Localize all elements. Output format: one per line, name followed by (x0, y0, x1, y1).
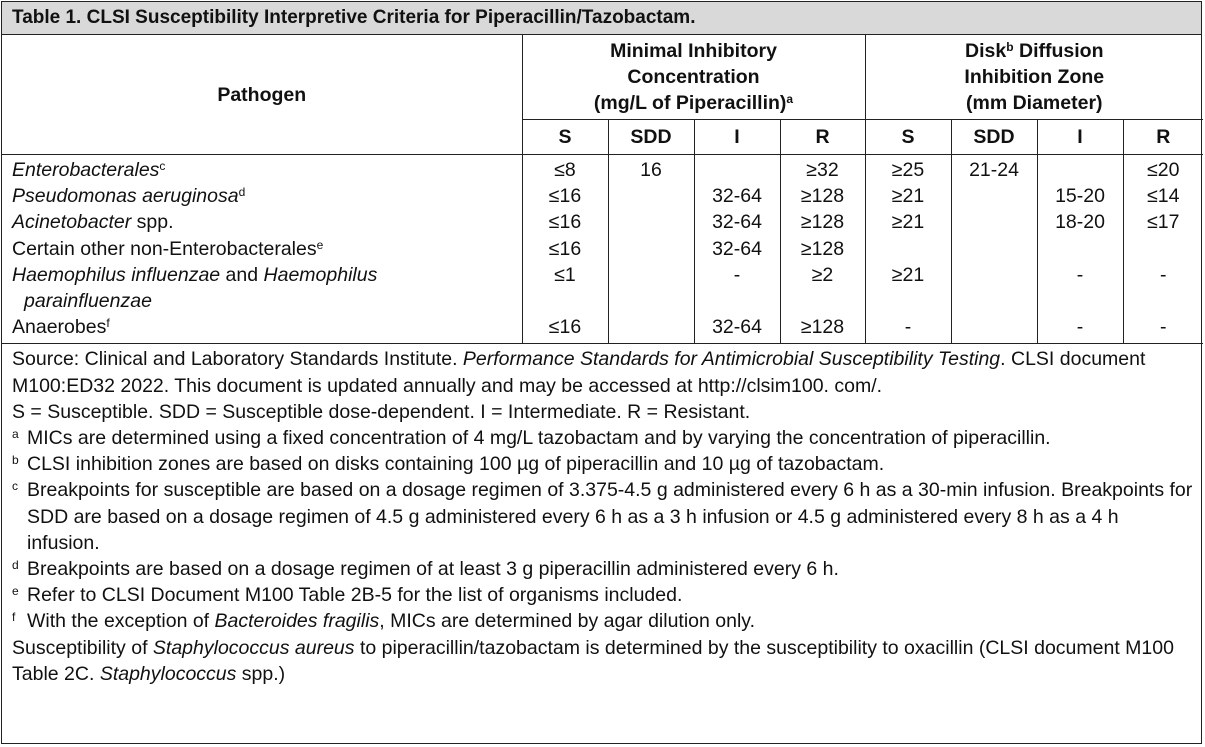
value-cell: ≤16 (522, 183, 608, 209)
footnote-f: $^f$ With the exception of Bacteroides fragilis, MICs are determined by agar dilution only. (12, 610, 756, 633)
value-cell: ≥2 (780, 262, 865, 314)
table-row (2, 209, 1203, 235)
value-cell: ≤16 (522, 209, 608, 235)
table-row (2, 262, 1203, 314)
value-cell: ≤16 (522, 236, 608, 262)
value-cell: - (694, 262, 780, 314)
pathogen-cell: Enterobacterales$^c$ (2, 155, 522, 184)
pathogen-header: Pathogen (2, 35, 522, 155)
value-cell: ≤20 (1123, 155, 1203, 184)
value-cell: ≥25 (865, 155, 951, 184)
table-row (2, 183, 1203, 209)
criteria-table (2, 35, 1203, 344)
value-cell: 32-64 (694, 236, 780, 262)
value-cell: 32-64 (694, 314, 780, 344)
value-cell (608, 209, 694, 235)
table-caption: Table 1. CLSI Susceptibility Interpretive Criteria for Piperacillin/Tazobactam. (2, 2, 1201, 35)
source-note: Source: Clinical and Laboratory Standards Institute. Performance Standards for Antimicrobial Susceptibility Testing. CLSI document M100:ED32 2022. This document is updated annually and may be accessed at http://clsim100. com/. (12, 348, 1146, 397)
table-row (2, 314, 1203, 344)
footnote-b: $^b$ CLSI inhibition zones are based on disks containing 100 µg of piperacillin and 10 µg of tazobactam. (12, 453, 885, 476)
value-cell: ≥21 (865, 209, 951, 235)
value-cell: 32-64 (694, 209, 780, 235)
mic-r-header: R (780, 120, 865, 155)
value-cell: ≥32 (780, 155, 865, 184)
value-cell: ≥128 (780, 236, 865, 262)
pathogen-cell: Certain other non-Enterobacterales$^e$ (2, 236, 522, 262)
value-cell: - (865, 314, 951, 344)
value-cell: - (1037, 314, 1123, 344)
pathogen-cell: Haemophilus influenzae and Haemophilus parainfluenzae (2, 262, 522, 314)
disk-i-header: I (1037, 120, 1123, 155)
footnote-a: $^a$ MICs are determined using a fixed concentration of 4 mg/L tazobactam and by varying the concentration of piperacillin. (12, 427, 1051, 450)
mic-i-header: I (694, 120, 780, 155)
value-cell (608, 262, 694, 314)
disk-sdd-header: SDD (951, 120, 1037, 155)
value-cell (608, 236, 694, 262)
value-cell: ≤14 (1123, 183, 1203, 209)
value-cell: 15-20 (1037, 183, 1123, 209)
value-cell (951, 183, 1037, 209)
value-cell (608, 314, 694, 344)
value-cell (1123, 236, 1203, 262)
footnote-e: $^e$ Refer to CLSI Document M100 Table 2B-5 for the list of organisms included. (12, 584, 683, 607)
value-cell: 21-24 (951, 155, 1037, 184)
value-cell (951, 314, 1037, 344)
value-cell (608, 183, 694, 209)
table-notes (2, 344, 1201, 687)
disk-s-header: S (865, 120, 951, 155)
disk-r-header: R (1123, 120, 1203, 155)
value-cell: ≥21 (865, 262, 951, 314)
mic-s-header: S (522, 120, 608, 155)
value-cell (1037, 155, 1123, 184)
footnote-c: $^c$ Breakpoints for susceptible are based on a dosage regimen of 3.375-4.5 g administered every 6 h as a 30-min infusion. Breakpoints for SDD are based on a dosage regimen of 4.5 g administered every 6 h as a 3 h infusion or 4.5 g administered every 8 h as a 4 h infusion. (12, 479, 1193, 554)
footnote-d: $^d$ Breakpoints are based on a dosage regimen of at least 3 g piperacillin administered every 6 h. (12, 558, 839, 581)
value-cell: ≥128 (780, 209, 865, 235)
table-row (2, 236, 1203, 262)
table-row (2, 155, 1203, 184)
value-cell: ≤8 (522, 155, 608, 184)
abbreviations-note: S = Susceptible. SDD = Susceptible dose-dependent. I = Intermediate. R = Resistant. (12, 400, 751, 423)
value-cell (865, 236, 951, 262)
value-cell: ≤17 (1123, 209, 1203, 235)
mic-header: Minimal Inhibitory Concentration (mg/L of Piperacillin)$^a$ (522, 35, 865, 120)
disk-diffusion-header: Disk$^b$ Diffusion Inhibition Zone (mm Diameter) (865, 35, 1203, 120)
value-cell: - (1037, 262, 1123, 314)
value-cell (694, 155, 780, 184)
value-cell: ≥128 (780, 314, 865, 344)
value-cell (951, 262, 1037, 314)
pathogen-cell: Anaerobes$^f$ (2, 314, 522, 344)
value-cell: ≤1 (522, 262, 608, 314)
value-cell (951, 236, 1037, 262)
value-cell: ≥21 (865, 183, 951, 209)
value-cell: - (1123, 314, 1203, 344)
pathogen-cell: Acinetobacter spp. (2, 209, 522, 235)
staphylococcus-note: Susceptibility of Staphylococcus aureus to piperacillin/tazobactam is determined by the susceptibility to oxacillin (CLSI document M100 Table 2C. Staphylococcus spp.) (12, 636, 1174, 685)
value-cell (1037, 236, 1123, 262)
value-cell: 18-20 (1037, 209, 1123, 235)
value-cell: ≥128 (780, 183, 865, 209)
mic-sdd-header: SDD (608, 120, 694, 155)
table-frame (1, 1, 1202, 744)
value-cell (951, 209, 1037, 235)
value-cell: 16 (608, 155, 694, 184)
value-cell: ≤16 (522, 314, 608, 344)
value-cell: 32-64 (694, 183, 780, 209)
pathogen-cell: Pseudomonas aeruginosa$^d$ (2, 183, 522, 209)
value-cell: - (1123, 262, 1203, 314)
